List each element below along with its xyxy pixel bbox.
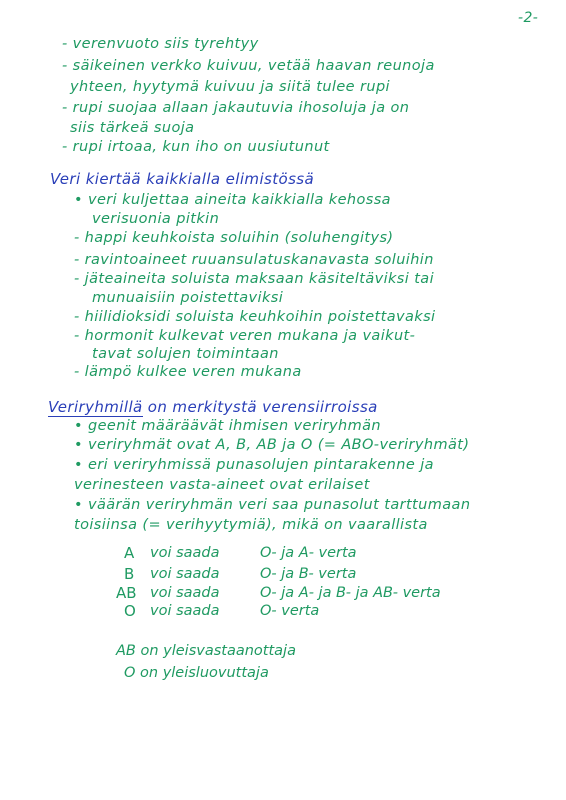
can-receive-label: voi saada: [150, 545, 220, 561]
list-item: - hiilidioksidi soluista keuhkoihin poistettavaksi: [74, 309, 436, 325]
donor-groups: O- ja B- verta: [260, 566, 357, 582]
donor-groups: O- verta: [260, 603, 320, 619]
list-item: • eri veriryhmissä punasolujen pintarakenne ja: [74, 457, 434, 473]
donor-groups: O- ja A- ja B- ja AB- verta: [260, 585, 441, 601]
list-item: • veriryhmät ovat A, B, AB ja O (= ABO-veriryhmät): [74, 437, 470, 453]
list-item: - verenvuoto siis tyrehtyy: [62, 36, 259, 52]
list-item: verisuonia pitkin: [92, 211, 220, 227]
blood-group: B: [124, 565, 135, 583]
can-receive-label: voi saada: [150, 566, 220, 582]
list-item: - säikeinen verkko kuivuu, vetää haavan reunoja: [62, 58, 435, 74]
list-item: - lämpö kulkee veren mukana: [74, 364, 302, 380]
list-item: munuaisiin poistettaviksi: [92, 290, 284, 306]
list-item: yhteen, hyytymä kuivuu ja siitä tulee rupi: [70, 79, 390, 95]
page-number: -2-: [518, 10, 539, 26]
list-item: - rupi irtoaa, kun iho on uusiutunut: [62, 139, 330, 155]
heading-rest: on merkitystä verensiirroissa: [142, 398, 378, 416]
blood-group: AB: [116, 584, 137, 602]
list-item: siis tärkeä suoja: [70, 120, 195, 136]
list-item: - hormonit kulkevat veren mukana ja vaikut-: [74, 328, 416, 344]
list-item: - happi keuhkoista soluihin (soluhengitys): [74, 230, 394, 246]
blood-group: O: [124, 602, 136, 620]
section-heading: Veri kiertää kaikkialla elimistössä: [50, 170, 315, 188]
blood-group: A: [124, 544, 135, 562]
list-item: - rupi suojaa allaan jakautuvia ihosoluja ja on: [62, 100, 410, 116]
universal-donor-note: O on yleisluovuttaja: [124, 665, 269, 681]
can-receive-label: voi saada: [150, 603, 220, 619]
can-receive-label: voi saada: [150, 585, 220, 601]
list-item: - ravintoaineet ruuansulatuskanavasta soluihin: [74, 252, 434, 268]
section-heading: [48, 398, 378, 416]
heading-underlined-word: Veriryhmillä: [48, 398, 143, 416]
list-item: verinesteen vasta-aineet ovat erilaiset: [74, 477, 370, 493]
universal-recipient-note: AB on yleisvastaanottaja: [116, 643, 296, 659]
list-item: • veri kuljettaa aineita kaikkialla kehossa: [74, 192, 391, 208]
list-item: • geenit määräävät ihmisen veriryhmän: [74, 418, 381, 434]
list-item: tavat solujen toimintaan: [92, 346, 279, 362]
list-item: toisiinsa (= verihyytymiä), mikä on vaarallista: [74, 517, 428, 533]
list-item: - jäteaineita soluista maksaan käsiteltäviksi tai: [74, 271, 435, 287]
list-item: • väärän veriryhmän veri saa punasolut tarttumaan: [74, 497, 471, 513]
donor-groups: O- ja A- verta: [260, 545, 357, 561]
